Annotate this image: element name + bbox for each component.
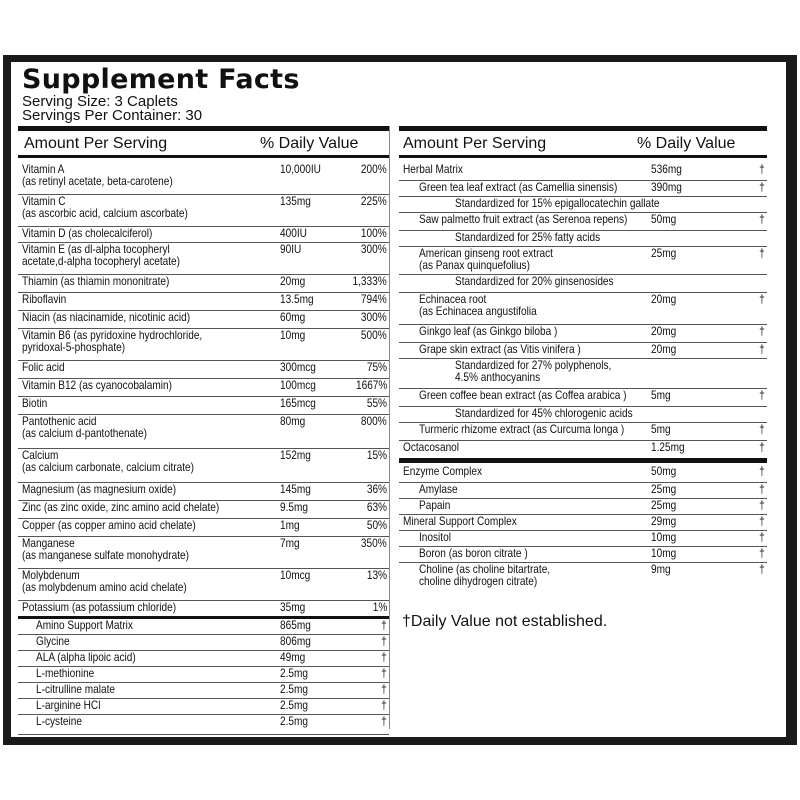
ingredient-name: Vitamin D (as cholecalciferol) [22,226,153,240]
left-row [18,518,389,537]
amount-value: 145mg [280,482,311,496]
amount-value: 2.5mg [280,698,309,712]
left-row [18,482,389,501]
ingredient-name: Turmeric rhizome extract (as Curcuma longa ) [419,422,625,436]
supplement-facts-title: Supplement Facts [22,64,300,95]
amount-value: 1.25mg [651,440,685,454]
right-row [399,292,767,325]
amount-value: 2.5mg [280,682,309,696]
daily-value: 300% [361,242,387,256]
amount-value: 865mg [280,618,311,632]
daily-value: † [759,464,765,478]
amount-value: 806mg [280,634,311,648]
left-row [18,618,389,635]
ingredient-name: Pantothenic acid [22,414,97,428]
amount-per-serving-heading: Amount Per Serving [24,135,168,152]
daily-value: 1% [372,600,387,614]
right-row [399,246,767,275]
ingredient-name: Vitamin A [22,162,65,176]
ingredient-detail: (as calcium carbonate, calcium citrate) [22,460,194,474]
right-row [399,482,767,499]
amount-value: 49mg [280,650,306,664]
ingredient-name: American ginseng root extract [419,246,553,260]
daily-value: 1667% [355,378,387,392]
amount-value: 2.5mg [280,714,309,728]
amount-per-serving-heading: Amount Per Serving [403,135,547,152]
daily-value: † [381,714,387,728]
left-row [18,310,389,329]
ingredient-name: Magnesium (as magnesium oxide) [22,482,177,496]
ingredient-name: L-methionine [36,666,95,680]
ingredient-detail: choline dihydrogen citrate) [419,574,538,588]
amount-value: 10mg [280,328,306,342]
left-row [18,448,389,483]
right-column-header [399,131,767,158]
daily-value: † [759,562,765,576]
ingredient-name: Green coffee bean extract (as Coffea arabica ) [419,388,627,402]
daily-value: † [759,514,765,528]
daily-value: † [759,162,765,176]
ingredient-name: Vitamin B6 (as pyridoxine hydrochloride, [22,328,203,342]
ingredient-detail: 4.5% anthocyanins [455,370,541,384]
amount-value: 20mg [651,342,677,356]
left-row [18,500,389,519]
amount-value: 25mg [651,498,677,512]
right-row [399,406,767,423]
daily-value: † [381,650,387,664]
amount-value: 10mg [651,530,677,544]
daily-value: † [759,292,765,306]
ingredient-name: Herbal Matrix [403,162,463,176]
left-row [18,360,389,379]
daily-value: † [759,498,765,512]
ingredient-name: Glycine [36,634,70,648]
right-row [399,498,767,515]
left-column [18,126,390,729]
amount-value: 390mg [651,180,682,194]
daily-value: 75% [366,360,387,374]
left-row [18,650,389,667]
ingredient-name: Mineral Support Complex [403,514,517,528]
amount-value: 35mg [280,600,306,614]
right-row [399,324,767,343]
daily-value: 300% [361,310,387,324]
ingredient-detail: (as Panax quinquefolius) [419,258,530,272]
daily-value: 1,333% [352,274,387,288]
right-row [399,562,767,592]
ingredient-detail: pyridoxal-5-phosphate) [22,340,126,354]
amount-value: 80mg [280,414,306,428]
daily-value: † [759,440,765,454]
right-row [399,422,767,441]
ingredient-name: L-cysteine [36,714,82,728]
daily-value: † [381,666,387,680]
amount-value: 60mg [280,310,306,324]
amount-value: 9.5mg [280,500,309,514]
ingredient-name: Zinc (as zinc oxide, zinc amino acid chelate) [22,500,220,514]
ingredient-name: ALA (alpha lipoic acid) [36,650,136,664]
amount-value: 50mg [651,464,677,478]
right-row [399,358,767,389]
ingredient-name: Riboflavin [22,292,67,306]
daily-value: † [759,324,765,338]
left-row [18,698,389,715]
ingredient-name: Vitamin B12 (as cyanocobalamin) [22,378,172,392]
daily-value: † [759,530,765,544]
ingredient-name: Molybdenum [22,568,80,582]
right-row [399,342,767,359]
daily-value: 800% [361,414,387,428]
left-row [18,600,389,619]
right-row [399,546,767,563]
left-row [18,378,389,397]
amount-value: 25mg [651,246,677,260]
ingredient-name: Saw palmetto fruit extract (as Serenoa repens) [419,212,628,226]
ingredient-name: Thiamin (as thiamin mononitrate) [22,274,170,288]
daily-value: † [759,180,765,194]
ingredient-name: Folic acid [22,360,65,374]
left-row [18,634,389,651]
daily-value: 225% [361,194,387,208]
left-row [18,396,389,415]
daily-value: 200% [361,162,387,176]
left-row [18,226,389,243]
left-row [18,568,389,601]
ingredient-name: Echinacea root [419,292,487,306]
amount-value: 90IU [280,242,302,256]
amount-value: 2.5mg [280,666,309,680]
ingredient-name: Amino Support Matrix [36,618,133,632]
daily-value-footnote: †Daily Value not established. [402,613,608,630]
ingredient-detail: acetate,d-alpha tocopheryl acetate) [22,254,181,268]
amount-value: 100mcg [280,378,316,392]
left-row [18,194,389,227]
right-row [399,514,767,531]
amount-value: 165mcg [280,396,316,410]
daily-value: 50% [366,518,387,532]
left-row [18,274,389,293]
daily-value: † [381,618,387,632]
ingredient-detail: (as calcium d-pantothenate) [22,426,147,440]
ingredient-name: Biotin [22,396,48,410]
serving-size: Serving Size: 3 Caplets [22,93,178,110]
left-column-header [18,131,389,158]
ingredient-name: Grape skin extract (as Vitis vinifera ) [419,342,581,356]
servings-per-container: Servings Per Container: 30 [22,107,203,124]
ingredient-name: Vitamin E (as dl-alpha tocopheryl [22,242,170,256]
left-row [18,414,389,449]
right-row [399,274,767,293]
daily-value: † [759,388,765,402]
left-row [18,162,389,195]
ingredient-name: Standardized for 27% polyphenols, [455,358,612,372]
ingredient-name: Inositol [419,530,451,544]
ingredient-name: Standardized for 45% chlorogenic acids [455,406,633,420]
ingredient-name: Green tea leaf extract (as Camellia sinensis) [419,180,618,194]
daily-value: † [759,246,765,260]
ingredient-name: Copper (as copper amino acid chelate) [22,518,196,532]
ingredient-detail: (as ascorbic acid, calcium ascorbate) [22,206,188,220]
daily-value: † [759,212,765,226]
daily-value: 55% [366,396,387,410]
ingredient-detail: (as molybdenum amino acid chelate) [22,580,187,594]
daily-value-heading: % Daily Value [637,135,736,152]
section-divider [399,458,767,463]
amount-value: 9mg [651,562,671,576]
ingredient-name: Boron (as boron citrate ) [419,546,528,560]
daily-value: 13% [366,568,387,582]
amount-value: 20mg [651,292,677,306]
daily-value: 100% [361,226,387,240]
amount-value: 7mg [280,536,300,550]
ingredient-name: Potassium (as potassium chloride) [22,600,177,614]
ingredient-name: Octacosanol [403,440,460,454]
amount-value: 10mg [651,546,677,560]
amount-value: 50mg [651,212,677,226]
left-row [18,666,389,683]
right-row [399,530,767,547]
right-row [399,212,767,231]
left-row [18,536,389,569]
daily-value: 63% [366,500,387,514]
amount-value: 1mg [280,518,300,532]
right-row [399,162,767,181]
amount-value: 25mg [651,482,677,496]
daily-value: 36% [366,482,387,496]
amount-value: 10,000IU [280,162,321,176]
amount-value: 20mg [651,324,677,338]
daily-value: 500% [361,328,387,342]
right-row [399,196,767,213]
ingredient-name: Enzyme Complex [403,464,482,478]
daily-value: 15% [366,448,387,462]
ingredient-name: Standardized for 20% ginsenosides [455,274,614,288]
ingredient-name: Papain [419,498,451,512]
daily-value: † [759,482,765,496]
daily-value: 350% [361,536,387,550]
right-row [399,230,767,247]
right-row [399,388,767,407]
ingredient-name: Standardized for 15% epigallocatechin gallate [455,196,660,210]
ingredient-name: Standardized for 25% fatty acids [455,230,601,244]
amount-value: 300mcg [280,360,316,374]
left-row [18,328,389,361]
ingredient-name: Choline (as choline bitartrate, [419,562,551,576]
amount-value: 10mcg [280,568,311,582]
left-row [18,714,389,735]
daily-value: † [381,634,387,648]
amount-value: 152mg [280,448,311,462]
amount-value: 29mg [651,514,677,528]
ingredient-detail: (as manganese sulfate monohydrate) [22,548,189,562]
ingredient-name: L-arginine HCl [36,698,101,712]
left-row [18,682,389,699]
ingredient-name: Calcium [22,448,59,462]
left-row [18,292,389,311]
daily-value-heading: % Daily Value [260,135,359,152]
daily-value: † [759,342,765,356]
amount-value: 5mg [651,388,671,402]
amount-value: 13.5mg [280,292,314,306]
right-row [399,464,767,483]
ingredient-detail: (as retinyl acetate, beta-carotene) [22,174,173,188]
ingredient-name: Manganese [22,536,75,550]
ingredient-name: L-citrulline malate [36,682,115,696]
daily-value: † [381,698,387,712]
ingredient-name: Niacin (as niacinamide, nicotinic acid) [22,310,191,324]
amount-value: 20mg [280,274,306,288]
daily-value: † [381,682,387,696]
right-row [399,180,767,197]
daily-value: † [759,422,765,436]
amount-value: 135mg [280,194,311,208]
left-row [18,242,389,275]
right-column [399,126,767,588]
ingredient-name: Amylase [419,482,458,496]
amount-value: 400IU [280,226,307,240]
daily-value: 794% [361,292,387,306]
daily-value: † [759,546,765,560]
ingredient-name: Ginkgo leaf (as Ginkgo biloba ) [419,324,558,338]
amount-value: 5mg [651,422,671,436]
ingredient-detail: (as Echinacea angustifolia [419,304,537,318]
amount-value: 536mg [651,162,682,176]
ingredient-name: Vitamin C [22,194,66,208]
